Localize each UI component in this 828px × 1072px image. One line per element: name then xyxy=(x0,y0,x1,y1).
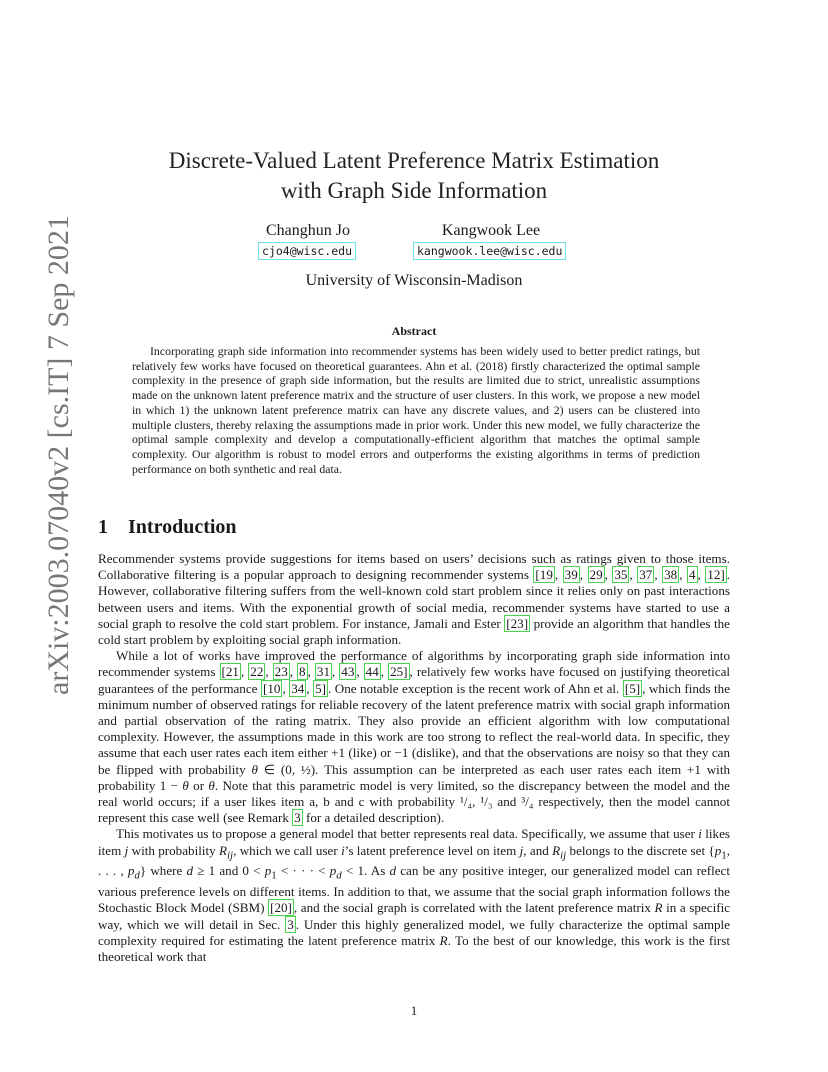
author-name-1: Changhun Jo xyxy=(266,222,350,239)
paper-title-line-2: with Graph Side Information xyxy=(280,178,548,203)
paragraph-1: Recommender systems provide suggestions for items based on users’ decisions such as ratings given to those items. Collaborative filtering is a popular approach to designing recommender systems [19 , 39 , 29 , 35 , 37 , 38 , 4 , 12] . However, collaborative filtering suffers from the well-known cold start problem since it relies only on past interactions between users and items. With the exponential growth of social media, recommender systems have started to use a social graph to resolve the cold start problem. For instance, Jamali and Ester [23] provide an algorithm that handles the cold start problem by exploiting social graph information. xyxy=(98,551,731,648)
author-email-1[interactable]: cjo4@wisc.edu xyxy=(258,242,356,260)
affiliation: University of Wisconsin-Madison xyxy=(305,272,523,289)
section-heading: 1 Introduction xyxy=(98,516,237,538)
paragraph-3: This motivates us to propose a general model that better represents real data. Specifically, we assume that user i likes item j with probability $R_{ij}$, which we call user i’s latent preference level on item j, and $R_{ij}$ belongs to the discrete set {$p_1$, . . . , $p_d$} where d ≥ 1 and $0 < p_1$ < · · · < $p_d < 1$. As d can be any positive integer, our generalized model can reflect various preference levels on different items. In addition to that, we assume that the social graph information follows the Stochastic Block Model (SBM) [20] , and the social graph is correlated with the latent preference matrix R in a specific way, which we will detail in Sec. 3 . Under this highly generalized model, we fully characterize the optimal sample complexity required for estimating the latent preference matrix R. To the best of our knowledge, this work is the first theoretical work that xyxy=(98,826,731,965)
abstract-heading: Abstract xyxy=(391,324,437,338)
paragraph-2: While a lot of works have improved the performance of algorithms by incorporating graph side information into recommender systems [21 , 22 , 23 , 8 , 31 , 43 , 44 , 25] , relatively few works have focused on justifying theoretical guarantees of the performance [10 , 34 , 5] . One notable exception is the recent work of Ahn et al. [5] , which finds the minimum number of observed ratings for reliable recovery of the latent preference matrix with social graph information and partial observation of the rating matrix. They also provide an efficient algorithm with low computational complexity. However, the assumptions made in this work are too strong to reflect the real-world data. In specific, they assume that each user rates each item either +1 (like) or −1 (dislike), and that the observations are noisy so that they can be flipped with probability θ ∈ (0, ½). This assumption can be interpreted as each user rates each item +1 with probability 1 − θ or θ. Note that this parametric model is very limited, so the discrepancy between the model and the real world occurs; if a user likes item a, b and c with probability ¹/₄, ¹/₃ and ³/₄ respectively, then the model cannot represent this case well (see Remark 3 for a detailed description). xyxy=(98,648,731,826)
author-name-2: Kangwook Lee xyxy=(441,222,541,239)
introduction-body xyxy=(98,551,730,965)
page-number: 1 xyxy=(410,1003,418,1018)
author-email-2[interactable]: kangwook.lee@wisc.edu xyxy=(413,242,566,260)
abstract-text: Incorporating graph side information into recommender systems has been widely used to better predict ratings, but relatively few works have focused on theoretical guarantees. Ahn et al. (2018) firstly characterized the optimal sample complexity in the presence of graph side information, but the results are limited due to strict, unrealistic assumptions made on the unknown latent preference matrix and the structure of user clusters. In this work, we propose a new model in which 1) the unknown latent preference matrix can have any discrete values, and 2) users can be clustered into multiple clusters, thereby relaxing the assumptions made in prior work. Under this new model, we fully characterize the optimal sample complexity and develop a computationally-efficient algorithm that matches the optimal sample complexity. Our algorithm is robust to model errors and outperforms the existing algorithms in terms of prediction performance on both synthetic and real data. xyxy=(132,344,700,476)
paper-title-line-1: Discrete-Valued Latent Preference Matrix Estimation xyxy=(168,148,660,173)
